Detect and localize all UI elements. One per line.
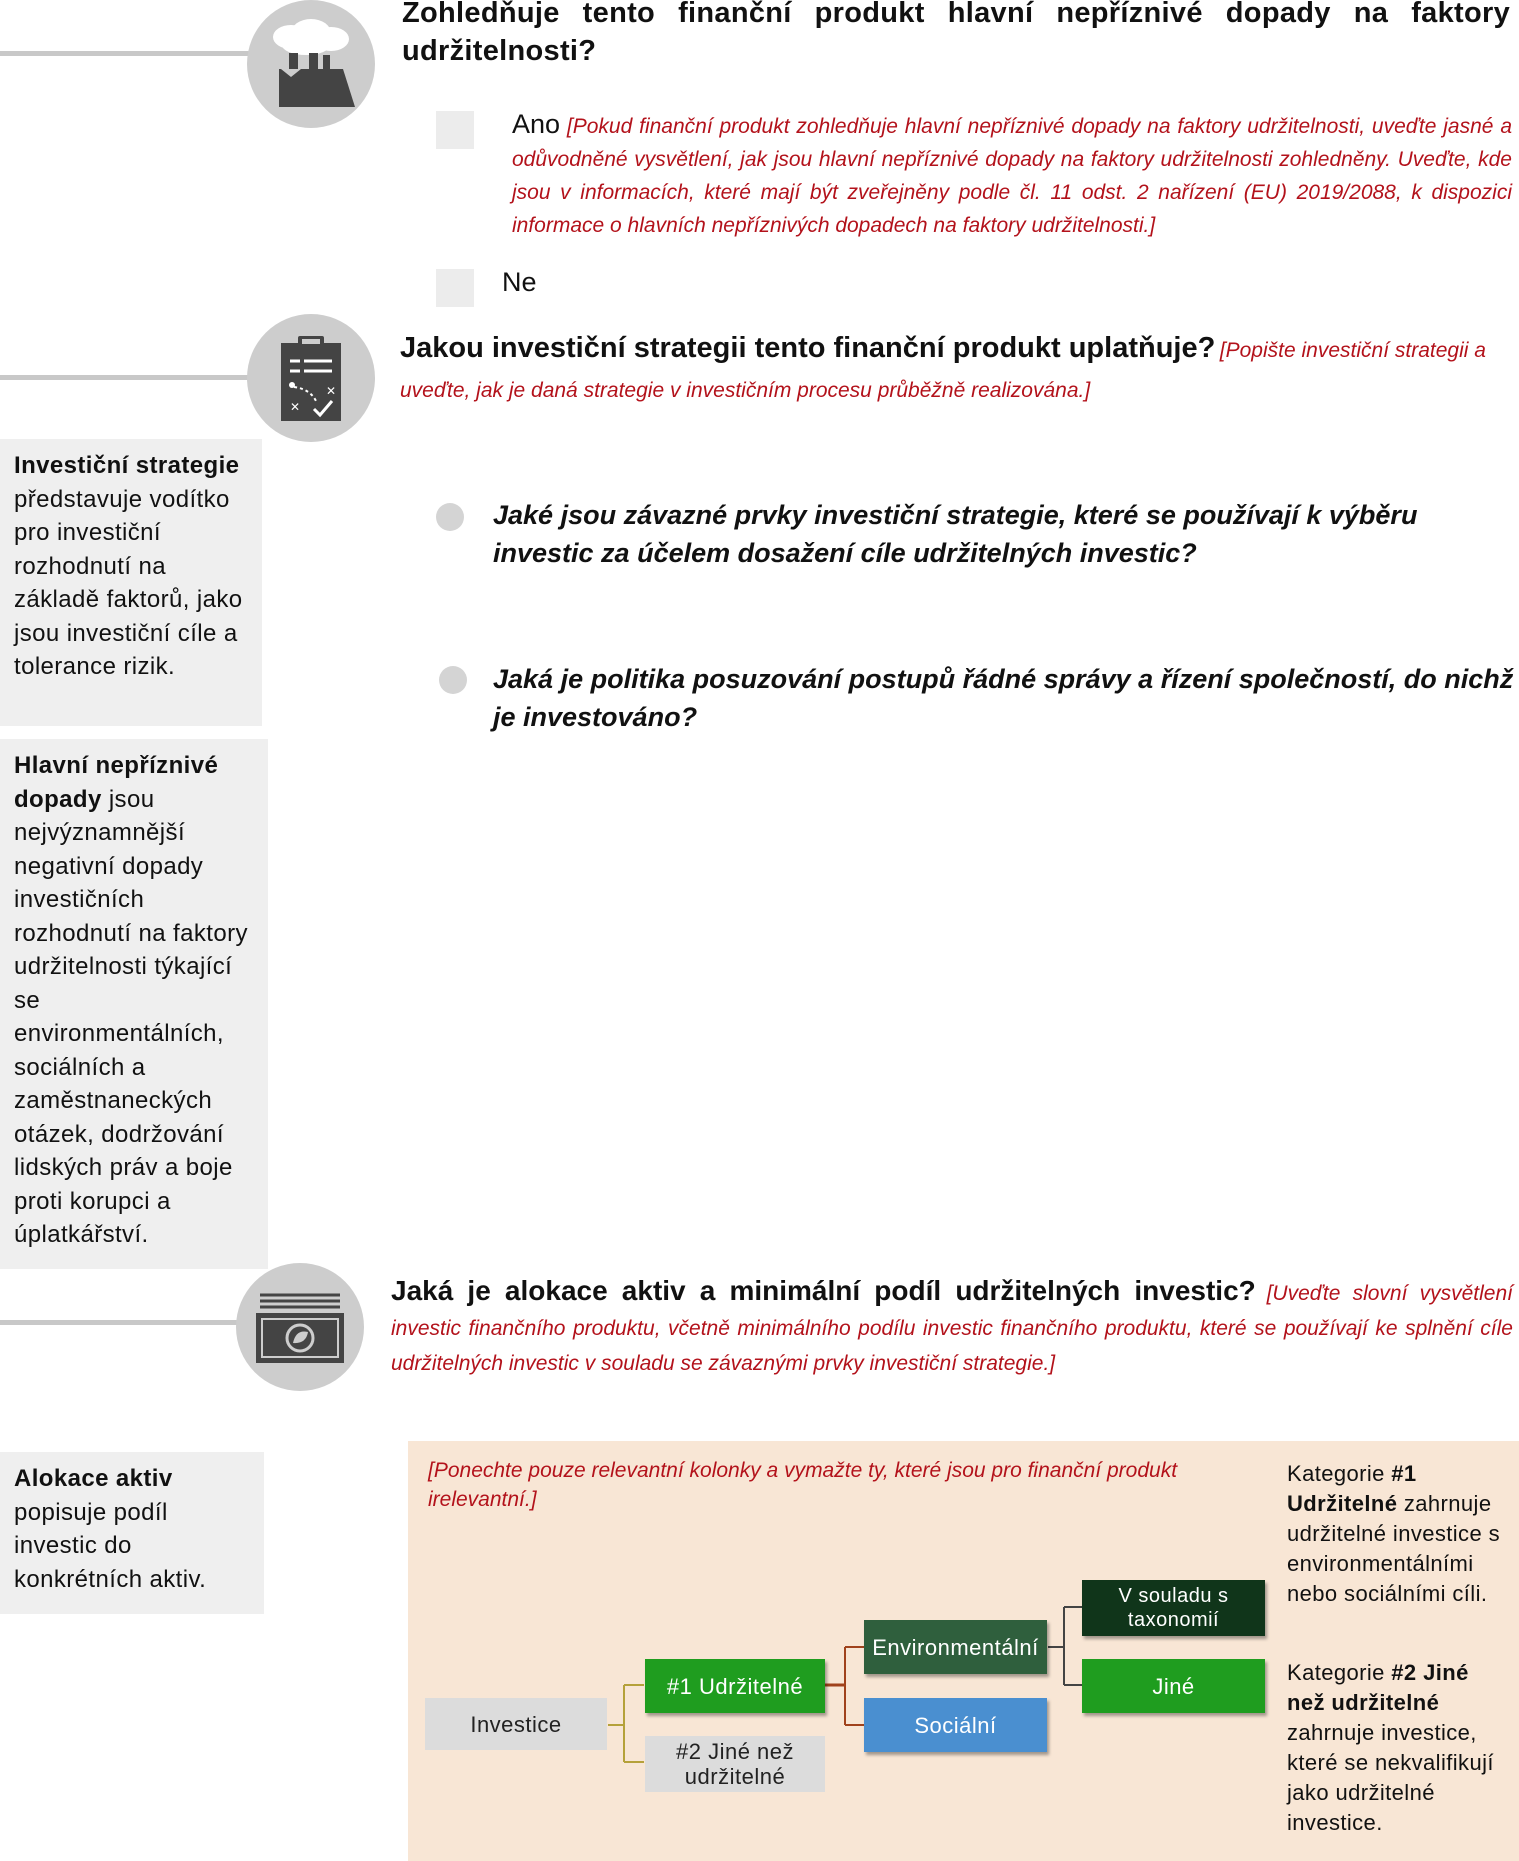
- sidebar-box-adverse-impacts: [0, 739, 268, 1269]
- section3-note: [Uveďte slovní vysvětlení investic finančního produktu, včetně minimálního podílu investic finančního produktu, které se používají ke splnění cíle udržitelných investic v souladu se závaznými prvky investiční strategie.]: [391, 1282, 1514, 1375]
- sub-question-bullet: [439, 666, 467, 694]
- svg-text:✕: ✕: [290, 400, 301, 414]
- allocation-instruction: [Ponechte pouze relevantní kolonky a vymažte ty, které jsou pro finanční produkt irelevantní.]: [428, 1459, 1178, 1511]
- legend-cat2-text: zahrnuje investice, které se nekvalifikují jako udržitelné investice.: [1287, 1720, 1494, 1835]
- svg-text:✕: ✕: [326, 384, 337, 398]
- sidebar-box2-title: Hlavní nepříznivé dopady: [14, 752, 219, 813]
- sidebar-box3-title: Alokace aktiv: [14, 1465, 173, 1492]
- sub-question-2: Jaká je politika posuzování postupů řádné správy a řízení společností, do nichž je investováno?: [493, 664, 1514, 732]
- section-divider-line: [0, 1320, 240, 1325]
- sidebar-box3-text: popisuje podíl investic do konkrétních aktiv.: [14, 1498, 207, 1593]
- section3-question-block: [391, 1272, 1513, 1382]
- node-other-environmental: Jiné: [1082, 1659, 1265, 1713]
- sidebar-box-asset-allocation: [0, 1452, 264, 1614]
- option-yes-label: Ano: [512, 109, 561, 139]
- sub-question-bullet: [436, 503, 464, 531]
- section2-note: [Popište investiční strategii a uveďte, jak je daná strategie v investičním procesu průběžně realizována.]: [400, 339, 1486, 402]
- sidebar-box-investment-strategy: [0, 439, 262, 726]
- section3-question: Jaká je alokace aktiv a minimální podíl udržitelných investic?: [391, 1275, 1256, 1306]
- legend-cat1-text: zahrnuje udržitelné investice s environmentálními nebo sociálními cíli.: [1287, 1491, 1501, 1606]
- section-divider-line: [0, 375, 250, 380]
- node-taxonomy-aligned: V souladu s taxonomií: [1082, 1580, 1265, 1636]
- node-other-not-sustainable: #2 Jiné než udržitelné: [645, 1736, 825, 1792]
- legend-cat2-prefix: Kategorie: [1287, 1660, 1392, 1685]
- legend-cat1-bold: #1 Udržitelné: [1287, 1461, 1417, 1516]
- sidebar-box2-text: jsou nejvýznamnější negativní dopady investičních rozhodnutí na faktory udržitelnosti týkající se environmentálních, sociálních a zaměstnaneckých otázek, dodržování lidských práv a boje proti korupci a úplatkářství.: [14, 785, 248, 1248]
- option-yes: [512, 108, 1512, 242]
- node-environmental: Environmentální: [864, 1620, 1047, 1674]
- factory-icon: [247, 0, 375, 128]
- legend-cat1-prefix: Kategorie: [1287, 1461, 1392, 1486]
- banknote-leaf-icon: [236, 1263, 364, 1391]
- checkbox-no[interactable]: [436, 269, 474, 307]
- node-sustainable: #1 Udržitelné: [645, 1659, 825, 1713]
- section1-question: Zohledňuje tento finanční produkt hlavní nepříznivé dopady na faktory udržitelnosti?: [402, 0, 1510, 67]
- sidebar-box1-text: představuje vodítko pro investiční rozhodnutí na základě faktorů, jako jsou investiční cíle a tolerance rizik.: [14, 485, 243, 680]
- node-social: Sociální: [864, 1698, 1047, 1752]
- sidebar-box1-title: Investiční strategie: [14, 452, 240, 479]
- option-no-label: Ne: [502, 267, 537, 297]
- checkbox-yes[interactable]: [436, 111, 474, 149]
- section-divider-line: [0, 51, 250, 56]
- legend-cat2-bold: #2 Jiné než udržitelné: [1287, 1660, 1469, 1715]
- clipboard-strategy-icon: [247, 314, 375, 442]
- section2-question: Jakou investiční strategii tento finanční produkt uplatňuje?: [400, 332, 1216, 364]
- section2-question-block: [400, 329, 1512, 412]
- legend-category-1: [1287, 1459, 1507, 1609]
- sub-question-1: Jaké jsou závazné prvky investiční strategie, které se používají k výběru investic za účelem dosažení cíle udržitelných investic?: [493, 500, 1418, 568]
- node-investments: Investice: [425, 1698, 607, 1750]
- legend-category-2: [1287, 1658, 1507, 1838]
- option-yes-note: [Pokud finanční produkt zohledňuje hlavní nepříznivé dopady na faktory udržitelnosti, uveďte jasné a odůvodněné vysvětlení, jak jsou hlavní nepříznivé dopady na faktory udržitelnosti zohledněny. Uveďte, kde jsou v informacích, které mají být zveřejněny podle čl. 11 odst. 2 nařízení (EU) 2019/2088, k dispozici informace o hlavních nepříznivých dopadech na faktory udržitelnosti.]: [512, 115, 1512, 237]
